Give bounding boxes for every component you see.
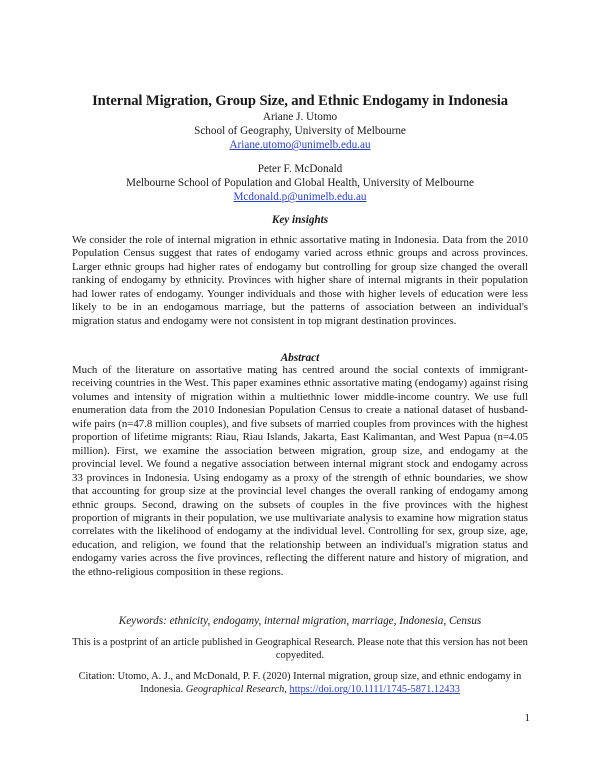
author-name-1: Ariane J. Utomo [262,111,338,123]
key-insights-text: We consider the role of internal migration in ethnic assortative mating in Indonesia. Data from the 2010 Population Census suggest that rates of endogamy varied across ethnic groups and across provinces. Larger ethnic groups had higher rates of endogamy but controlling for group size changed the overall ranking of endogamy by ethnicity. Provinces with higher share of internal migrants in their population had lower rates of endogamy. Younger individuals and those with higher levels of education were less likely to be in an endogamous marriage, but the patterns of association between an individual's migration status and endogamy were not consistent in top migrant destination provinces. [72,234,528,327]
citation [72,670,528,696]
author-email-2-container [40,190,560,204]
paper-title: Internal Migration, Group Size, and Ethnic Endogamy in Indonesia [92,93,508,109]
citation-prefix: Citation: Utomo, A. J., and McDonald, P. F. (2020) Internal migration, group size, and ethnic endogamy in Indonesia. [78,671,522,695]
abstract-text: Much of the literature on assortative mating has centred around the social contexts of immigrant-receiving countries in the West. This paper examines ethnic assortative mating (endogamy) against rising volumes and intensity of migration within a multiethnic lower middle-income country. We use full enumeration data from the 2010 Indonesian Population Census to create a national dataset of husband-wife pairs (n=47.8 million couples), and five subsets of married couples from provinces with the highest proportion of lifetime migrants: Riau, Riau Islands, Jakarta, East Kalimantan, and West Papua (n=4.05 million). First, we examine the association between migration, group size, and endogamy at the provincial level. We found a negative association between internal migrant stock and endogamy across 33 provinces in Indonesia. Using endogamy as a proxy of the strength of ethnic boundaries, we show that accounting for group size at the provincial level changes the overall ranking of endogamy among ethnic groups. Second, drawing on the subsets of couples in the five provinces with the highest proportion of migrants in their population, we use multivariate analysis to examine how migration status correlates with the likelihood of endogamy at the individual level. Controlling for sex, group size, age, education, and religion, we found that the relationship between an individual's migration status and endogamy varies across the five provinces, reflecting the different nature and history of migration, and the ethno-religious composition in these regions. [72,364,528,578]
keywords-line: Keywords: ethnicity, endogamy, internal migration, marriage, Indonesia, Census [118,615,482,627]
abstract-heading: Abstract [280,352,320,364]
author-affiliation-2: Melbourne School of Population and Global Health, University of Melbourne [126,177,474,189]
postprint-note: This is a postprint of an article published in Geographical Research. Please note that this version has not been copyedited. [72,637,528,661]
citation-separator: , [284,684,290,695]
author-email-2[interactable]: Mcdonald.p@unimelb.edu.au [233,191,367,203]
citation-journal: Geographical Research [185,684,285,695]
key-insights-heading: Key insights [271,214,329,226]
author-affiliation-1: School of Geography, University of Melbourne [194,125,406,137]
page-number: 1 [524,712,530,724]
citation-doi-link[interactable]: https://doi.org/10.1111/1745-5871.12433 [289,684,460,695]
author-email-1-container [40,138,560,152]
author-name-2: Peter F. McDonald [257,163,343,175]
author-email-1[interactable]: Ariane.utomo@unimelb.edu.au [229,139,371,151]
